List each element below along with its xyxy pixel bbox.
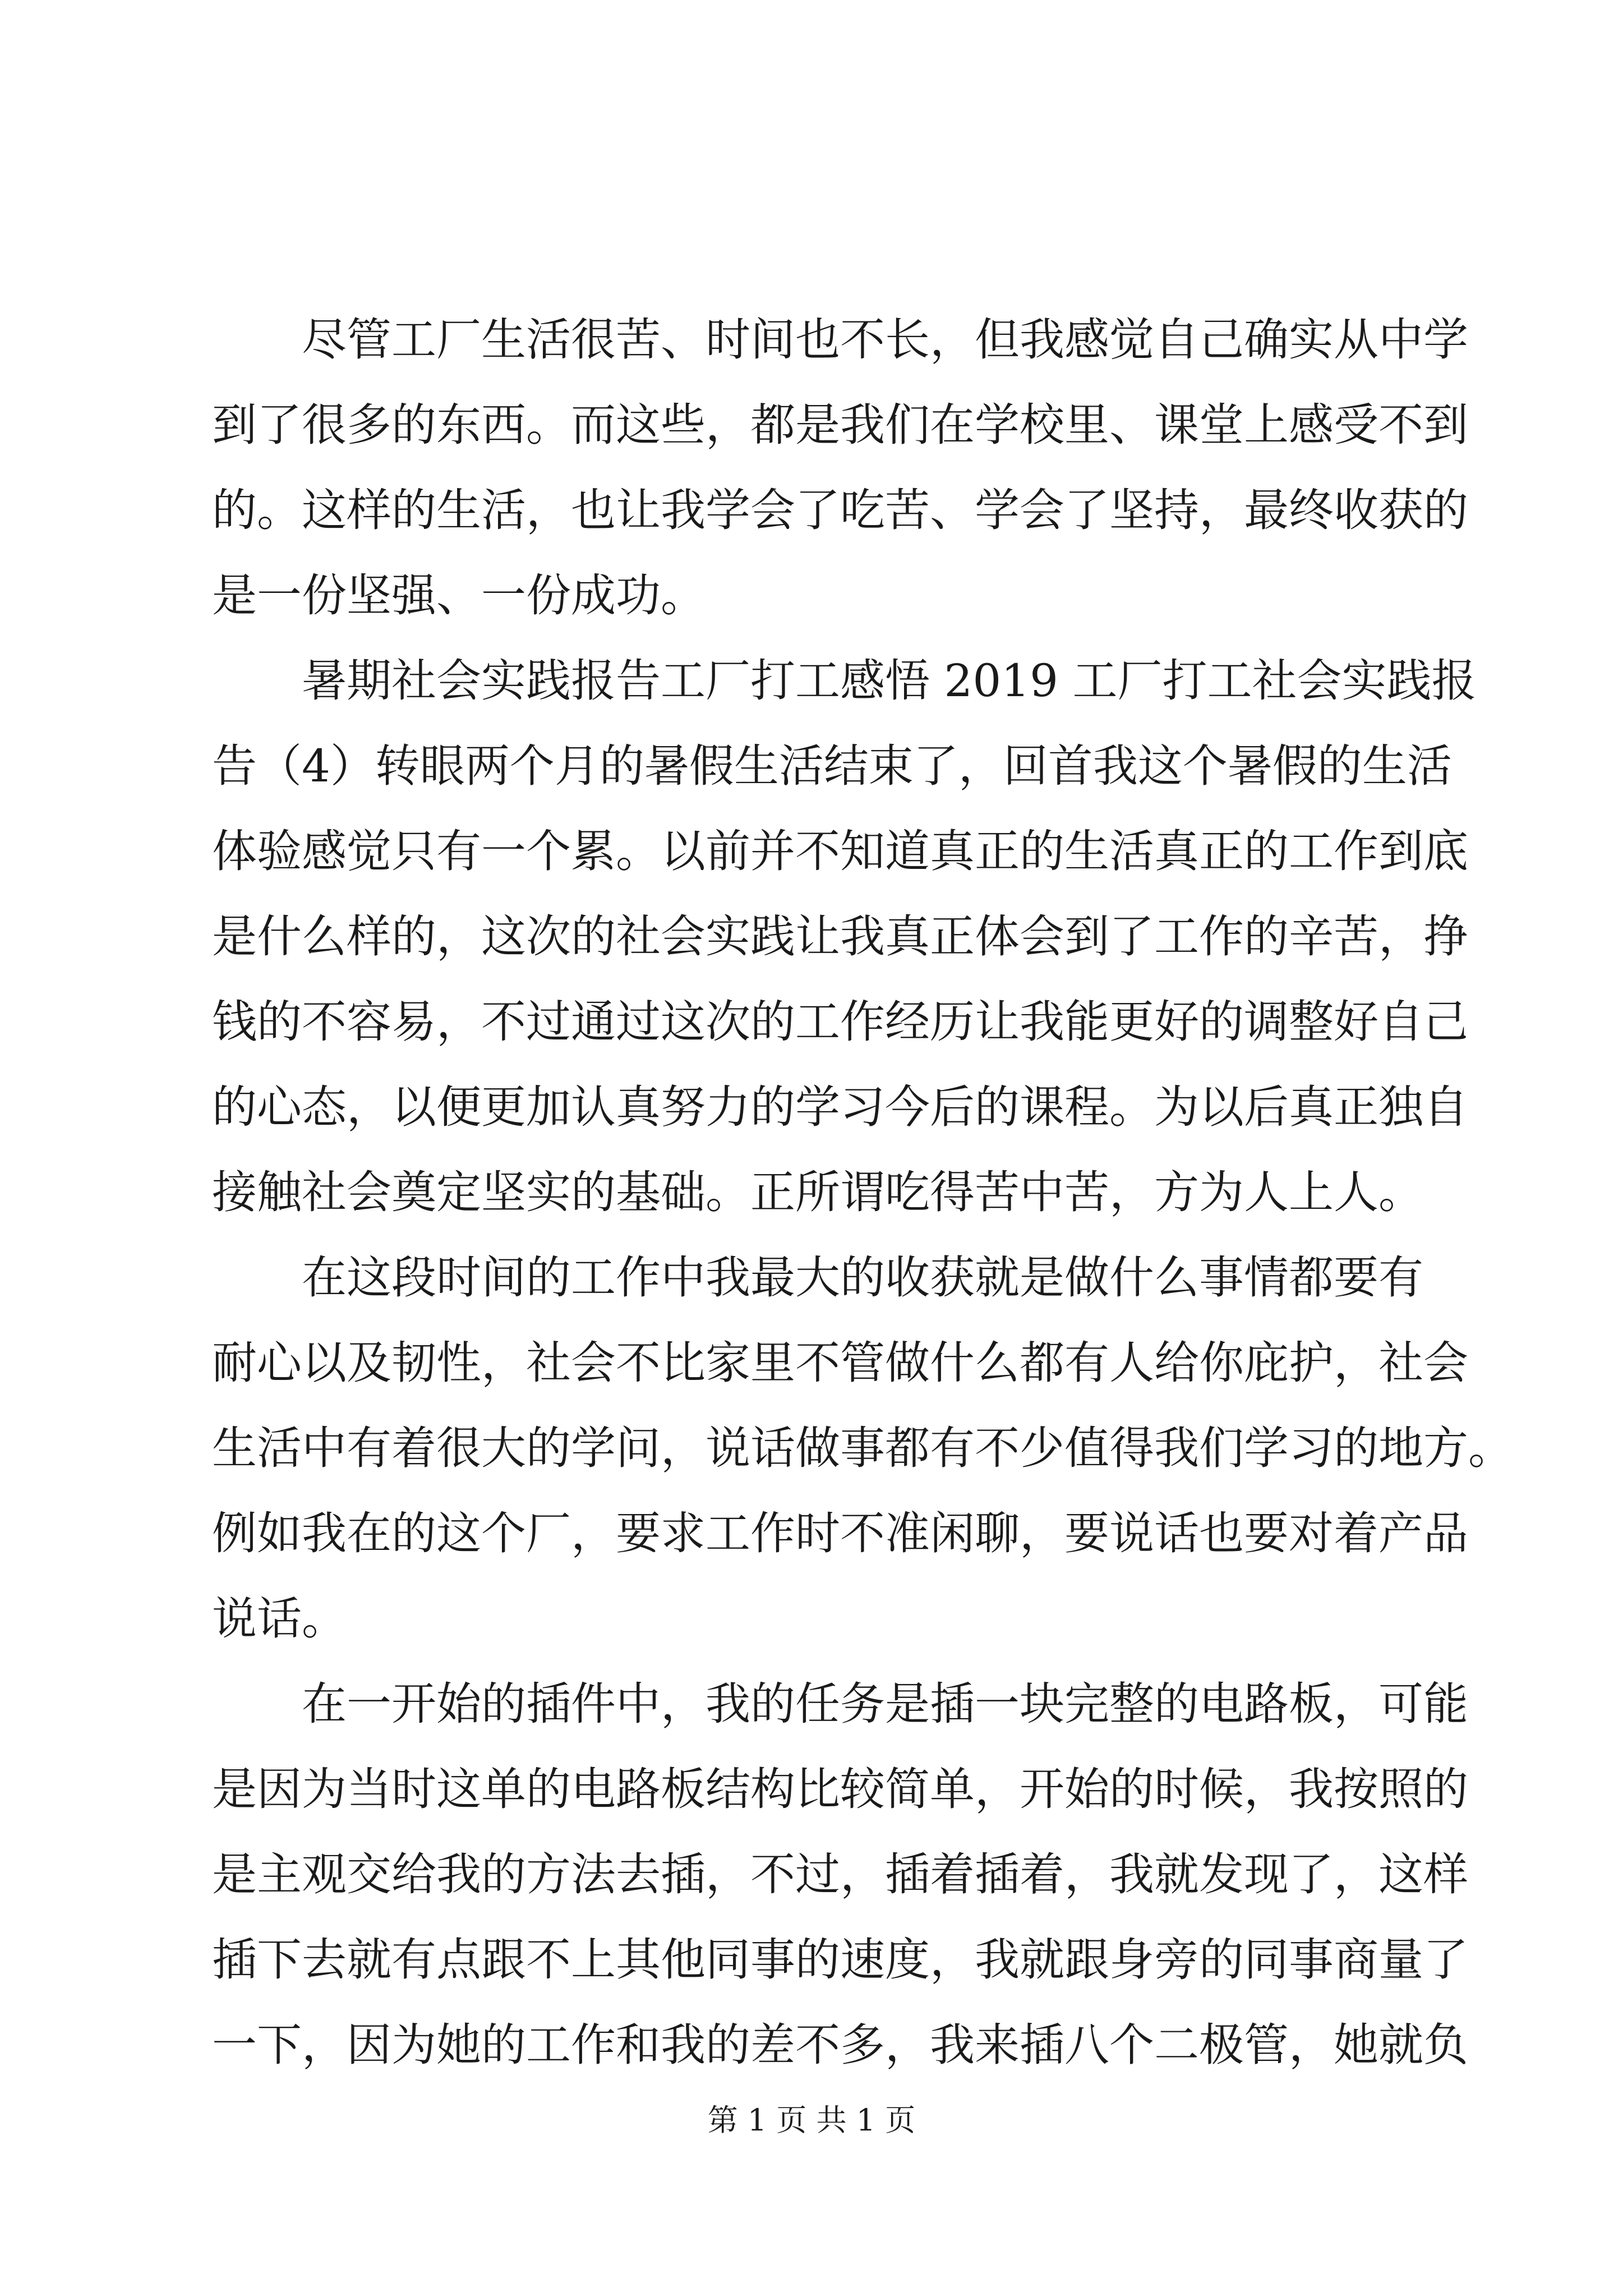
paragraph	[212, 1235, 1513, 1662]
paragraph	[212, 1662, 1468, 2088]
page-footer	[0, 2101, 1623, 2140]
paragraph-line: 到了很多的东西。而这些，都是我们在学校里、课堂上感受不到	[212, 399, 1468, 451]
paragraph-line: 尽管工厂生活很苦、时间也不长，但我感觉自己确实从中学	[302, 314, 1468, 366]
paragraph-line: 生活中有着很大的学问，说话做事都有不少值得我们学习的地方。	[212, 1422, 1513, 1474]
paragraph-line: 暑期社会实践报告工厂打工感悟 2019 工厂打工社会实践报	[302, 655, 1477, 707]
paragraph	[212, 297, 1468, 638]
paragraph-line: 在这段时间的工作中我最大的收获就是做什么事情都要有	[302, 1251, 1423, 1304]
paragraph-line: 例如我在的这个厂，要求工作时不准闲聊，要说话也要对着产品	[212, 1507, 1468, 1559]
paragraph	[212, 638, 1477, 1235]
paragraph-line: 的。这样的生活，也让我学会了吃苦、学会了坚持，最终收获的	[212, 484, 1468, 536]
paragraph-line: 说话。	[212, 1593, 347, 1645]
paragraph-line: 告（4）转眼两个月的暑假生活结束了，回首我这个暑假的生活	[212, 740, 1452, 792]
paragraph-line: 接触社会奠定坚实的基础。正所谓吃得苦中苦，方为人上人。	[212, 1166, 1423, 1218]
paragraph-line: 体验感觉只有一个累。以前并不知道真正的生活真正的工作到底	[212, 825, 1468, 877]
document-body	[212, 297, 1513, 2088]
paragraph-line: 是主观交给我的方法去插，不过，插着插着，我就发现了，这样	[212, 1848, 1468, 1901]
paragraph-line: 耐心以及韧性，社会不比家里不管做什么都有人给你庇护，社会	[212, 1337, 1468, 1389]
paragraph-line: 是一份坚强、一份成功。	[212, 569, 706, 622]
paragraph-line: 的心态，以便更加认真努力的学习今后的课程。为以后真正独自	[212, 1081, 1468, 1133]
paragraph-line: 钱的不容易，不过通过这次的工作经历让我能更好的调整好自己	[212, 996, 1468, 1048]
paragraph-line: 一下，因为她的工作和我的差不多，我来插八个二极管，她就负	[212, 2019, 1468, 2071]
paragraph-line: 在一开始的插件中，我的任务是插一块完整的电路板，可能	[302, 1678, 1468, 1730]
paragraph-line: 插下去就有点跟不上其他同事的速度，我就跟身旁的同事商量了	[212, 1934, 1468, 1986]
paragraph-line: 是什么样的，这次的社会实践让我真正体会到了工作的辛苦，挣	[212, 910, 1468, 963]
page-number-text: 第 1 页 共 1 页	[707, 2102, 916, 2138]
paragraph-line: 是因为当时这单的电路板结构比较简单，开始的时候，我按照的	[212, 1763, 1468, 1815]
